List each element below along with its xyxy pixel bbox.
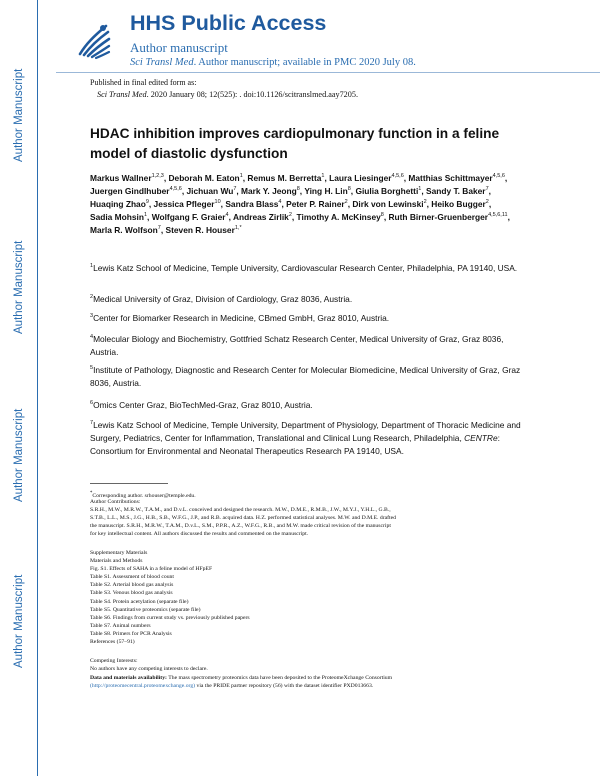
author-name: Markus Wallner <box>90 173 152 183</box>
author-affiliation-marks: 2 <box>423 199 427 206</box>
affiliation-number: 7 <box>90 420 94 427</box>
header-journal-line <box>130 57 416 68</box>
supplementary-item: References (57–91) <box>90 639 135 646</box>
author-name: Giulia Borghetti <box>355 186 419 197</box>
author-affiliation-marks: 4 <box>225 212 229 219</box>
affiliation <box>90 419 522 458</box>
journal-name: Sci Transl Med <box>130 57 194 68</box>
affiliation-number: 5 <box>90 365 94 372</box>
author: Marla R. Wolfson$^7$, <box>90 225 164 236</box>
author-affiliation-marks: 1 <box>418 186 422 193</box>
author: Ruth Birner-Gruenberger$^{4,5,6,11}$, <box>388 212 510 223</box>
author-name: Deborah M. Eaton <box>168 173 240 183</box>
citation-details: . 2020 January 08; 12(525): . doi:10.1126/scitranslmed.aay7205. <box>146 90 358 99</box>
author-name: Sandy T. Baker <box>425 186 486 197</box>
author: Jessica Pfleger$^{10}$, <box>153 199 223 210</box>
author-affiliation-marks: 4,5,6 <box>169 186 182 193</box>
author-affiliation-marks: 4,5,6,11 <box>488 212 508 219</box>
affiliation <box>90 364 522 390</box>
author: Andreas Zirlik$^2$, <box>232 212 295 223</box>
affiliation-text: Lewis Katz School of Medicine, Temple University, Department of Physiology, Department of Thoracic Medicine and Surgery, Pediatrics, Center for Inflammation, Translational and Clinical Lung Research, Philadelphia, <box>90 420 521 443</box>
header-title: HHS Public Access <box>130 11 327 35</box>
supplementary-item: Table S7. Animal numbers <box>90 622 151 629</box>
side-label-author-manuscript: Author Manuscript <box>13 574 25 668</box>
author: Remus M. Berretta$^1$, <box>247 173 327 183</box>
side-label-author-manuscript: Author Manuscript <box>13 240 25 334</box>
author: Timothy A. McKinsey$^8$, <box>296 212 387 223</box>
side-label-author-manuscript: Author Manuscript <box>13 68 25 162</box>
author-name: Juergen Gindlhuber <box>90 186 170 197</box>
author-name: Steven R. Houser <box>165 225 235 236</box>
supplementary-item: Table S6. Findings from current study vs. previously published papers <box>90 614 250 621</box>
author: Mark Y. Jeong$^8$, <box>241 186 303 197</box>
author-name: Dirk von Lewinski <box>352 199 424 210</box>
affiliation-text: : Consortium for Environmental and Neonatal Therapeutics Research PA 19140, USA. <box>90 433 500 456</box>
author-name: Wolfgang F. Graier <box>151 212 226 223</box>
author-affiliation-marks: 2 <box>288 212 292 219</box>
author-name: Remus M. Berretta <box>247 173 322 183</box>
supplementary-item: Table S8. Primers for PCR Analysis <box>90 630 172 637</box>
header-divider <box>56 72 600 73</box>
contribution-line: the manuscript. S.R.H., M.R.W., T.A.M., D.v.L., S.M., P.P.R., A.Z., W.F.G., R.B., and M.W. made critical revision of the manuscript <box>90 523 391 530</box>
published-label: Published in final edited form as: <box>90 78 197 87</box>
data-availability-line <box>90 682 520 690</box>
affiliation-text: Omics Center Graz, BioTechMed-Graz, Graz 8010, Austria. <box>93 400 313 410</box>
side-label-author-manuscript: Author Manuscript <box>13 408 25 502</box>
author: Matthias Schittmayer$^{4,5,6}$, <box>408 173 508 183</box>
citation <box>97 90 358 99</box>
supplementary-item: Supplementary Materials <box>90 550 148 556</box>
data-availability-text: via the PRIDE partner repository (56) with the dataset identifier PXD013663. <box>195 683 374 690</box>
data-availability-text: The mass spectrometry proteomics data have been deposited to the ProteomeXchange Consortium <box>166 675 393 681</box>
author: Wolfgang F. Graier$^4$, <box>151 212 231 223</box>
affiliation-number: 2 <box>90 294 94 301</box>
supplementary-item: Table S2. Arterial blood gas analysis <box>90 582 174 589</box>
data-availability-label: Data and materials availability: <box>90 675 167 681</box>
affiliation <box>90 262 522 275</box>
author-name: Ying H. Lin <box>304 186 348 197</box>
affiliation-text: Lewis Katz School of Medicine, Temple University, Cardiovascular Research Center, Philadelphia, PA 19140, USA. <box>93 263 518 273</box>
author-name: Mark Y. Jeong <box>241 186 297 197</box>
author: Sandra Blass$^4$, <box>225 199 284 210</box>
data-availability-line <box>90 674 520 682</box>
author-name: Heiko Bugger <box>431 199 486 210</box>
author-name: Laura Liesinger <box>329 173 392 183</box>
author: Peter P. Rainer$^2$, <box>286 199 351 210</box>
author-affiliation-marks: 2 <box>485 199 489 206</box>
author-affiliation-marks: 8 <box>347 186 351 193</box>
affiliation-text: Institute of Pathology, Diagnostic and Research Center for Molecular Biomedicine, Medical University of Graz, Graz 8036, Austria. <box>90 365 521 388</box>
author-affiliation-marks: 7 <box>485 186 489 193</box>
author: Giulia Borghetti$^1$, <box>355 186 424 197</box>
contributions-text <box>90 506 520 538</box>
contributions-heading: Author Contributions: <box>90 499 141 505</box>
author: Ying H. Lin$^8$, <box>304 186 354 197</box>
footnote-divider <box>90 483 168 484</box>
corresponding-author-text: Corresponding author. srhouser@temple.edu. <box>92 492 196 499</box>
data-availability <box>90 674 520 690</box>
affiliation <box>90 312 522 325</box>
margin-rule <box>37 0 38 776</box>
author: Markus Wallner$^{1,2,3}$, <box>90 173 167 183</box>
affiliation-text: Center for Biomarker Research in Medicine, CBmed GmbH, Graz 8010, Austria. <box>93 313 390 323</box>
author-affiliation-marks: 4 <box>278 199 282 206</box>
author-affiliation-marks: 8 <box>296 186 300 193</box>
author-affiliation-marks: 10 <box>214 199 221 206</box>
author: Jichuan Wu$^7$, <box>186 186 239 197</box>
author-name: Marla R. Wolfson <box>90 225 158 236</box>
author-name: Matthias Schittmayer <box>408 173 493 183</box>
author-name: Timothy A. McKinsey <box>296 212 381 223</box>
author: Sadia Mohsin$^1$, <box>90 212 150 223</box>
author-name: Peter P. Rainer <box>286 199 345 210</box>
affiliation-text: Molecular Biology and Biochemistry, Gottfried Schatz Research Center, Medical University of Graz, Graz 8036, Austria. <box>90 334 504 357</box>
contribution-line: for key intellectual content. All authors discussed the results and commented on the manuscript. <box>90 531 309 538</box>
author-list <box>90 172 522 237</box>
article-title: HDAC inhibition improves cardiopulmonary function in a feline model of diastolic dysfunction <box>90 126 500 161</box>
affiliation <box>90 293 522 306</box>
supplementary-materials <box>90 549 520 646</box>
author-affiliation-marks: 1 <box>143 212 148 219</box>
affiliation-number: 6 <box>90 400 94 407</box>
competing-interests-text: No authors have any competing interests to declare. <box>90 666 208 672</box>
author-affiliation-marks: 2 <box>344 199 348 206</box>
author-name: Andreas Zirlik <box>232 212 289 223</box>
author: Sandy T. Baker$^7$, <box>425 186 491 197</box>
author-affiliation-marks: 9 <box>145 199 149 206</box>
author-affiliation-marks: 1 <box>239 173 243 180</box>
author: Dirk von Lewinski$^2$, <box>352 199 429 210</box>
author-affiliation-marks: 4,5,6 <box>492 173 505 180</box>
author: Huaqing Zhao$^9$, <box>90 199 152 210</box>
footnote-marker: * <box>90 491 93 496</box>
author-affiliation-marks: 4,5,6 <box>391 173 404 180</box>
supplementary-item: Table S4. Protein acetylation (separate file) <box>90 598 189 605</box>
author <box>166 225 242 235</box>
author-affiliation-marks: 7 <box>233 186 237 193</box>
affiliation-number: 4 <box>90 334 94 341</box>
affiliation-number: 1 <box>90 263 94 270</box>
supplementary-item: Table S5. Quantitative proteomics (separate file) <box>90 606 201 613</box>
affiliation-number: 3 <box>90 313 94 320</box>
author-name: Sadia Mohsin <box>90 212 144 223</box>
supplementary-item: Materials and Methods <box>90 558 143 565</box>
author-affiliation-marks: 1,* <box>234 225 242 232</box>
affiliation-text: Medical University of Graz, Division of Cardiology, Graz 8036, Austria. <box>93 294 353 304</box>
supplementary-item: Table S1. Assessment of blood count <box>90 574 174 581</box>
author-name: Jessica Pfleger <box>153 199 215 210</box>
contribution-line: S.T.B., L.L., M.S., J.G., H.B., S.B., W.F.G., J.P., and R.B. acquired data. H.Z. performed statistical analyses. M.W. and D.M.E. drafted <box>90 515 397 522</box>
author-name: Huaqing Zhao <box>90 199 146 210</box>
citation-journal: Sci Transl Med <box>97 90 147 99</box>
proteomexchange-link[interactable]: (http://proteomecentral.proteomexchange.org) <box>90 683 196 690</box>
supplementary-item: Fig. S1. Effects of SAHA in a feline model of HFpEF <box>90 566 213 573</box>
hhs-eagle-logo-icon <box>76 20 112 60</box>
author: Heiko Bugger$^2$, <box>431 199 492 210</box>
competing-interests-heading: Competing Interests: <box>90 658 138 664</box>
affiliation <box>90 333 522 359</box>
affiliation <box>90 399 522 412</box>
author: Juergen Gindlhuber$^{4,5,6}$, <box>90 186 185 197</box>
supplementary-item: Table S3. Venous blood gas analysis <box>90 590 173 597</box>
author-name: Sandra Blass <box>225 199 279 210</box>
contribution-line: S.R.H., M.W., M.R.W., T.A.M., and D.v.L. conceived and designed the research. M.W., D.M.E., R.M.B., J.W., M.Y.J., Y.H.L., G.B., <box>90 507 391 513</box>
consortium-name: CENTRe <box>464 433 498 443</box>
author: Laura Liesinger$^{4,5,6}$, <box>329 173 407 183</box>
author-affiliation-marks: 8 <box>380 212 384 219</box>
author-affiliation-marks: 7 <box>157 225 161 232</box>
author-affiliation-marks: 1 <box>321 173 325 180</box>
author: Deborah M. Eaton$^1$, <box>168 173 246 183</box>
author-name: Jichuan Wu <box>186 186 234 197</box>
header-subtitle: Author manuscript <box>130 40 228 55</box>
author-name: Ruth Birner-Gruenberger <box>388 212 489 223</box>
author-affiliation-marks: 1,2,3 <box>151 173 164 180</box>
availability-text: . Author manuscript; available in PMC 2020 July 08. <box>193 57 416 68</box>
